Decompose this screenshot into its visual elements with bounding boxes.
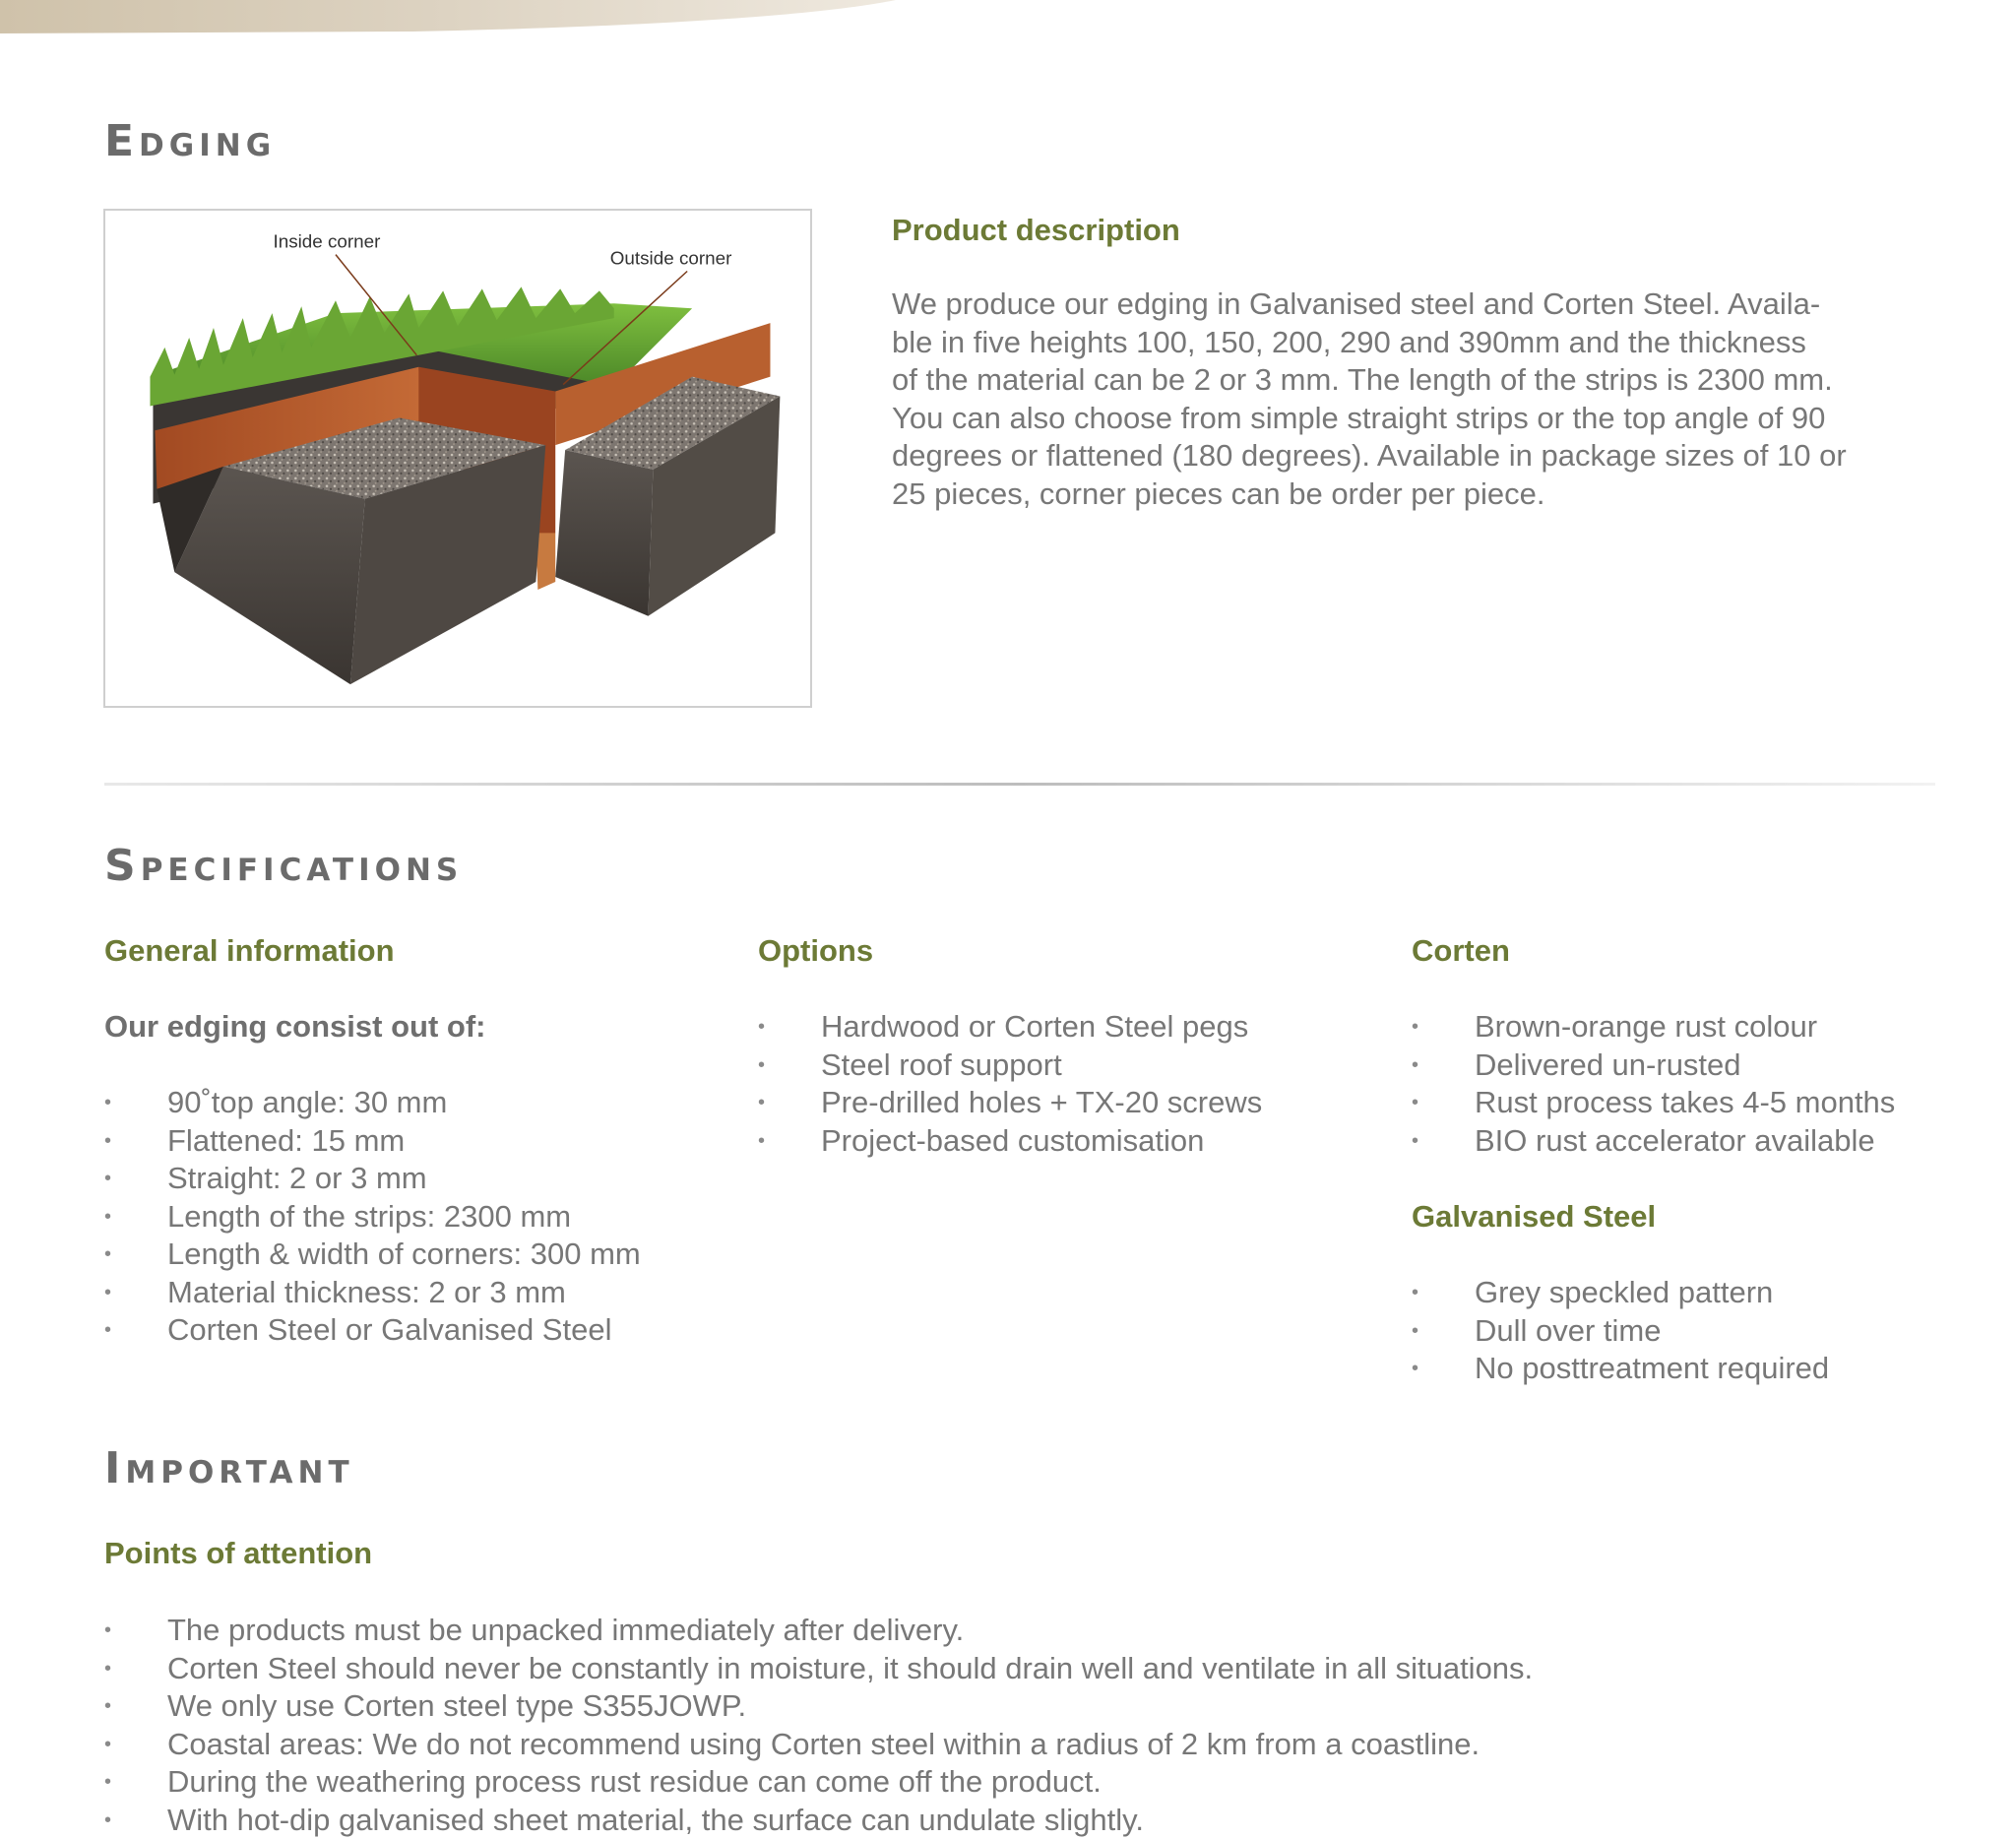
list-item: • Dull over time (1412, 1312, 1829, 1351)
general-information-lead: Our edging consist out of: (104, 1011, 485, 1042)
list-item: • No posttreatment required (1412, 1350, 1829, 1388)
list-item: • Rust process takes 4-5 months (1412, 1084, 1895, 1122)
galvanised-steel-heading: Galvanised Steel (1412, 1201, 1656, 1232)
soil-block-right-front (555, 450, 653, 616)
galvanised-steel-list (1412, 1274, 1829, 1388)
general-information-list (104, 1084, 641, 1350)
list-item: • With hot-dip galvanised sheet material, the surface can undulate slightly. (104, 1802, 1533, 1839)
product-description-line: of the material can be 2 or 3 mm. The length of the strips is 2300 mm. (892, 361, 1935, 400)
list-item: • Brown-orange rust colour (1412, 1008, 1895, 1046)
list-item: • During the weathering process rust residue can come off the product. (104, 1763, 1533, 1802)
general-information-heading: General information (104, 935, 395, 966)
corten-list (1412, 1008, 1895, 1160)
product-description-line: 25 pieces, corner pieces can be order per piece. (892, 476, 1935, 514)
product-description-line: degrees or flattened (180 degrees). Available in package sizes of 10 or (892, 437, 1935, 476)
section-title-important: Important (104, 1447, 354, 1490)
product-description-line: We produce our edging in Galvanised steel and Corten Steel. Availa- (892, 285, 1935, 324)
edging-illustration (103, 209, 812, 708)
section-title-edging: Edging (104, 120, 276, 163)
callout-inside-corner: Inside corner (273, 231, 380, 252)
list-item: • Delivered un-rusted (1412, 1046, 1895, 1085)
product-description-line: You can also choose from simple straight strips or the top angle of 90 (892, 400, 1935, 438)
rust-peg (536, 533, 555, 590)
list-item: • Steel roof support (758, 1046, 1262, 1085)
list-item: • The products must be unpacked immediately after delivery. (104, 1612, 1533, 1650)
list-item: • Flattened: 15 mm (104, 1122, 641, 1161)
list-item: • Corten Steel should never be constantly in moisture, it should drain well and ventilate in all situations. (104, 1650, 1533, 1688)
edging-cross-section-figure (105, 211, 810, 706)
list-item: • 90˚top angle: 30 mm (104, 1084, 641, 1122)
list-item: • Hardwood or Corten Steel pegs (758, 1008, 1262, 1046)
product-description-line: ble in five heights 100, 150, 200, 290 and 390mm and the thickness (892, 324, 1935, 362)
list-item: • Length & width of corners: 300 mm (104, 1236, 641, 1274)
options-heading: Options (758, 935, 873, 966)
list-item: • We only use Corten steel type S355JOWP. (104, 1687, 1533, 1726)
list-item: • Grey speckled pattern (1412, 1274, 1829, 1312)
product-description-text (892, 285, 1935, 513)
list-item: • BIO rust accelerator available (1412, 1122, 1895, 1161)
product-description-heading: Product description (892, 215, 1180, 245)
list-item: • Pre-drilled holes + TX-20 screws (758, 1084, 1262, 1122)
section-divider (104, 783, 1935, 786)
list-item: • Corten Steel or Galvanised Steel (104, 1311, 641, 1350)
points-of-attention-list (104, 1612, 1533, 1839)
list-item: • Coastal areas: We do not recommend using Corten steel within a radius of 2 km from a coastline. (104, 1726, 1533, 1764)
top-decorative-band (0, 0, 2016, 39)
section-title-specifications: Specifications (104, 845, 463, 888)
callout-outside-corner: Outside corner (610, 248, 732, 269)
list-item: • Material thickness: 2 or 3 mm (104, 1274, 641, 1312)
points-of-attention-heading: Points of attention (104, 1538, 372, 1568)
list-item: • Length of the strips: 2300 mm (104, 1198, 641, 1237)
options-list (758, 1008, 1262, 1160)
list-item: • Straight: 2 or 3 mm (104, 1160, 641, 1198)
list-item: • Project-based customisation (758, 1122, 1262, 1161)
corten-heading: Corten (1412, 935, 1510, 966)
